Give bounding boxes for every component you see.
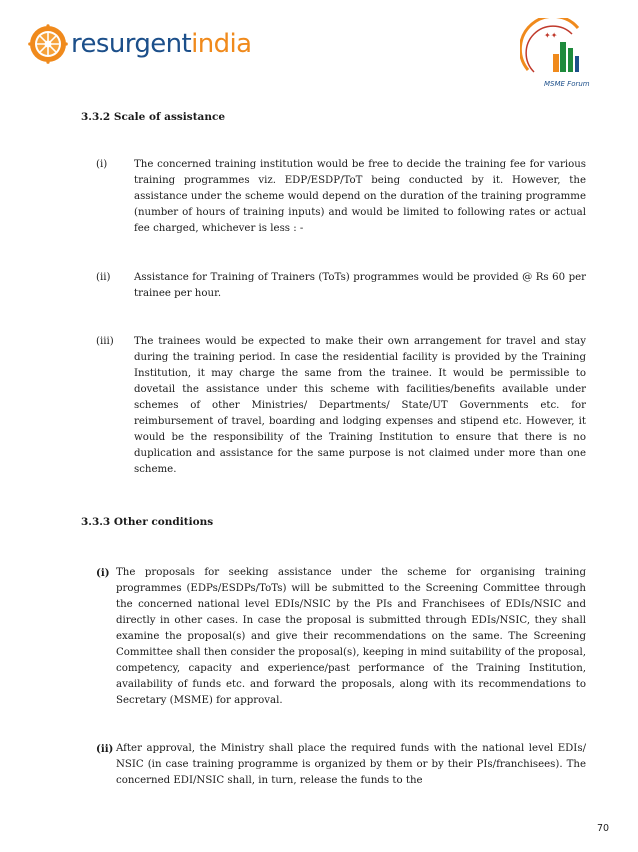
item-text: Assistance for Training of Trainers (ToTs) programmes would be provided @ Rs 60 per trainee per hour.: [134, 272, 586, 299]
item-text: The trainees would be expected to make their own arrangement for travel and stay during the training period. In case the residential facility is provided by the Training Institution, it may charge the same from the trainee. It would be permissible to dovetail the assistance under this scheme with facilities/benefits available under schemes of other Ministries/ Departments/ State/UT Governments etc. for reimbursement of travel, boarding and lodging expenses and stipend etc. However, it would be the responsibility of the Training Institution to ensure that there is no duplication and assistance for the same purpose is not claimed under more than one scheme.: [134, 336, 586, 475]
item-text: The concerned training institution would be free to decide the training fee for various training programmes viz. EDP/ESDP/ToT being conducted by it. However, the assistance under the scheme would depend on the duration of the training programme (number of hours of training inputs) and would be limited to following rates or actual fee charged, whichever is less : -: [134, 159, 586, 234]
svg-text:✦✦: ✦✦: [544, 31, 558, 40]
msme-forum-label: MSME Forum: [544, 80, 590, 88]
brand-part-resurgent: resurgent: [71, 29, 192, 59]
section-heading-scale-of-assistance: 3.3.2 Scale of assistance: [81, 111, 226, 123]
page-number: 70: [597, 823, 610, 834]
item-number: (i): [96, 159, 108, 170]
list-item: [96, 741, 586, 789]
item-number: (ii): [96, 743, 114, 755]
list-item: [86, 270, 586, 302]
list-item: [86, 334, 586, 478]
item-text: After approval, the Ministry shall place the required funds with the national level EDIs/ NSIC (in case training programme is organized by them or by their PIs/franchisees). The concerned EDI/NSIC shall, in turn, release the funds to the: [116, 743, 586, 786]
list-item: [96, 565, 586, 709]
list-item: [86, 157, 586, 237]
section-heading-other-conditions: 3.3.3 Other conditions: [81, 516, 214, 528]
item-text: The proposals for seeking assistance under the scheme for organising training programmes (EDPs/ESDPs/ToTs) will be submitted to the Screening Committee through the concerned national level EDIs/NSIC by the PIs and Franchisees of EDIs/NSIC and directly in other cases. In case the proposal is submitted through EDIs/NSIC, they shall examine the proposal(s) and give their recommendations on the same. The Screening Committee shall then consider the proposal(s), keeping in mind suitability of the proposal, competency, capacity and experience/past performance of the Training Institution, availability of funds etc. and forward the proposals, along with its recommendations to Secretary (MSME) for approval.: [116, 567, 586, 706]
item-number: (ii): [96, 272, 111, 283]
item-number: (i): [96, 567, 110, 579]
item-number: (iii): [96, 336, 114, 347]
brand-part-india: india: [191, 29, 252, 59]
